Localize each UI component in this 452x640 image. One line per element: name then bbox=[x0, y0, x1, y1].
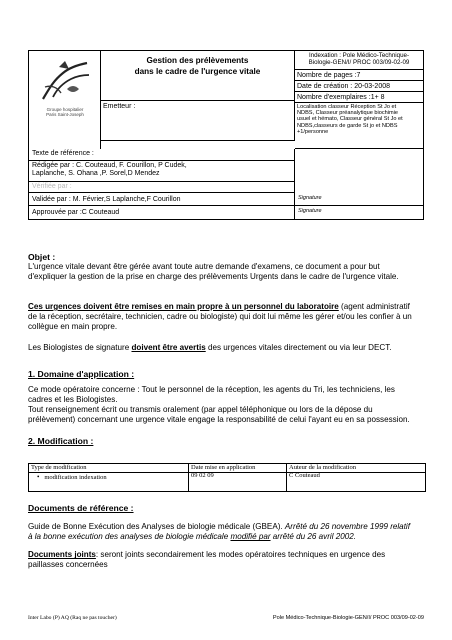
objet-line1: L'urgence vitale devant être gérée avant toute autre demande d'examens, ce document a pour but bbox=[28, 262, 380, 272]
table-col bbox=[287, 464, 425, 491]
para3-start: Les Biologistes de signature bbox=[28, 343, 132, 352]
para2-line1 bbox=[28, 302, 424, 312]
objet-section bbox=[28, 252, 424, 282]
redigee-par bbox=[29, 161, 295, 182]
modification-heading bbox=[28, 436, 424, 446]
para3-bold: doivent être avertis bbox=[131, 343, 206, 352]
document-title bbox=[101, 51, 295, 101]
domaine-heading: 1. Domaine d'application : bbox=[28, 369, 135, 379]
logo-text-line1: Groupe hospitalier bbox=[46, 107, 84, 112]
approuvee-par: Approuvée par :C Couteaud bbox=[29, 206, 295, 219]
domaine-line3: Tout renseignement écrit ou transmis oralement (par appel téléphonique ou lors de la dépose du bbox=[28, 405, 373, 415]
para2-rest: (agent administratif bbox=[338, 302, 410, 311]
logo-cell bbox=[29, 51, 101, 149]
references-section bbox=[28, 503, 424, 570]
main-paragraph bbox=[28, 302, 424, 332]
modification-table bbox=[28, 463, 426, 492]
para2-bold: Ces urgences doivent être remises en main propre à un personnel du laboratoire bbox=[28, 302, 339, 311]
texte-reference: Texte de référence : bbox=[29, 149, 295, 161]
references-italic: à la bonne exécution des analyses de biologie médicale bbox=[28, 532, 231, 542]
joints-label: Documents joints bbox=[28, 550, 96, 560]
signature-label: Signature bbox=[295, 193, 423, 206]
domaine-line2: cadres et les Biologistes. bbox=[28, 395, 118, 405]
logo-text-line2: Paris Saint-Joseph bbox=[46, 112, 84, 117]
date-creation: Date de création : 20-03-2008 bbox=[295, 81, 423, 92]
biologist-paragraph bbox=[28, 343, 424, 353]
localisation-line: NDBS,classeurs de garde St jo et NDBS bbox=[297, 122, 398, 129]
localisation-line: +1/personne bbox=[297, 128, 329, 135]
references-heading: Documents de référence : bbox=[28, 503, 134, 513]
localisation-line: Localisation classeur Réception St Jo et bbox=[297, 104, 397, 110]
emetteur-cell: Emetteur : bbox=[101, 101, 295, 141]
domaine-line1: Ce mode opératoire concerne : Tout le personnel de la réception, les agents du Tri, les techniciens, les bbox=[28, 385, 395, 395]
hospital-logo-icon bbox=[39, 59, 91, 103]
references-line2 bbox=[28, 532, 424, 542]
indexation-line2: Biologie-GEN/I/ PROC 003/09-02-09 bbox=[308, 59, 410, 66]
joints-line1 bbox=[28, 550, 424, 560]
indexation-cell bbox=[295, 51, 423, 70]
footer-right: Pole Médico-Technique-Biologie-GEN/I/ PROC 003/09-02-09 bbox=[272, 615, 424, 621]
modification-heading-text: 2. Modification : bbox=[28, 436, 94, 446]
domaine-section bbox=[28, 369, 424, 425]
signature-label: Signature bbox=[298, 208, 322, 214]
table-cell: C Couteaud bbox=[289, 472, 320, 479]
objet-line2: d'expliquer la gestion de la prise en charge des prélèvements Urgents dans le cadre de l'urgence vitale. bbox=[28, 272, 399, 282]
references-underlined: modifié par bbox=[230, 532, 271, 542]
table-row: • modification indexation bbox=[37, 473, 107, 481]
nombre-pages: Nombre de pages :7 bbox=[295, 70, 423, 81]
para2-line3: collègue en main propre. bbox=[28, 322, 118, 332]
header-table bbox=[28, 50, 424, 220]
table-header: Type de modification bbox=[31, 464, 87, 471]
references-italic: Arrêté du 26 novembre 1999 relatif bbox=[284, 522, 410, 532]
table-header: Date mise en application bbox=[191, 464, 256, 471]
redigee-line2: Laplanche, S. Ohana ,P. Sorel,D Mendez bbox=[32, 170, 160, 178]
footer-left: Inter Labo (P) AQ (Raq ne pas toucher) bbox=[28, 615, 117, 621]
table-header: Auteur de la modification bbox=[289, 464, 356, 471]
para2-line2: de la réception, secrétaire, technicien, cadre ou biologiste) qui doit lui même les gérer et/ou les confier à un bbox=[28, 312, 412, 322]
localisation-line: NDBS, Classeur préanalytique biochimie bbox=[297, 110, 399, 117]
localisation-line: usuel et hémato, Classeur général St Jo et bbox=[297, 116, 403, 123]
redigee-line1: Rédigée par : C. Couteaud, F. Courillon, P Cudek, bbox=[32, 162, 187, 169]
para3-end: des urgences vitales directement ou via leur DECT. bbox=[205, 343, 392, 352]
nombre-exemplaires: Nombre d'exemplaires :1+ 8 bbox=[295, 92, 423, 103]
approval-rows bbox=[29, 149, 423, 219]
table-col bbox=[189, 464, 287, 491]
title-line2: dans le cadre de l'urgence vitale bbox=[134, 67, 261, 76]
joints-text: : seront joints secondairement les modes opératoires techniques en urgence des bbox=[95, 550, 386, 560]
references-italic: arrêté du 26 avril 2002. bbox=[270, 532, 357, 542]
indexation-line1: Indexation : Pole Médico-Technique- bbox=[308, 52, 410, 59]
verifiee-par: Vérifiée par : bbox=[29, 182, 295, 193]
validee-par: Validée par : M. Février,S Laplanche,F Courillon bbox=[29, 193, 295, 206]
domaine-line4: prélèvement) concernant une urgence vitale engage la responsabilité de celui l'ayant eu en sa possession. bbox=[28, 415, 410, 425]
joints-line2: paillasses concernées bbox=[28, 560, 108, 570]
references-line1 bbox=[28, 522, 424, 532]
table-cell: 09 02 09 bbox=[191, 472, 214, 479]
title-line1: Gestion des prélèvements bbox=[146, 56, 249, 65]
table-col bbox=[29, 464, 189, 491]
table-cell: modification indexation bbox=[44, 474, 107, 481]
references-text: Guide de Bonne Exécution des Analyses de biologie médicale (GBEA). bbox=[28, 522, 285, 532]
localisation-cell bbox=[295, 103, 423, 149]
objet-heading: Objet : bbox=[28, 252, 56, 262]
